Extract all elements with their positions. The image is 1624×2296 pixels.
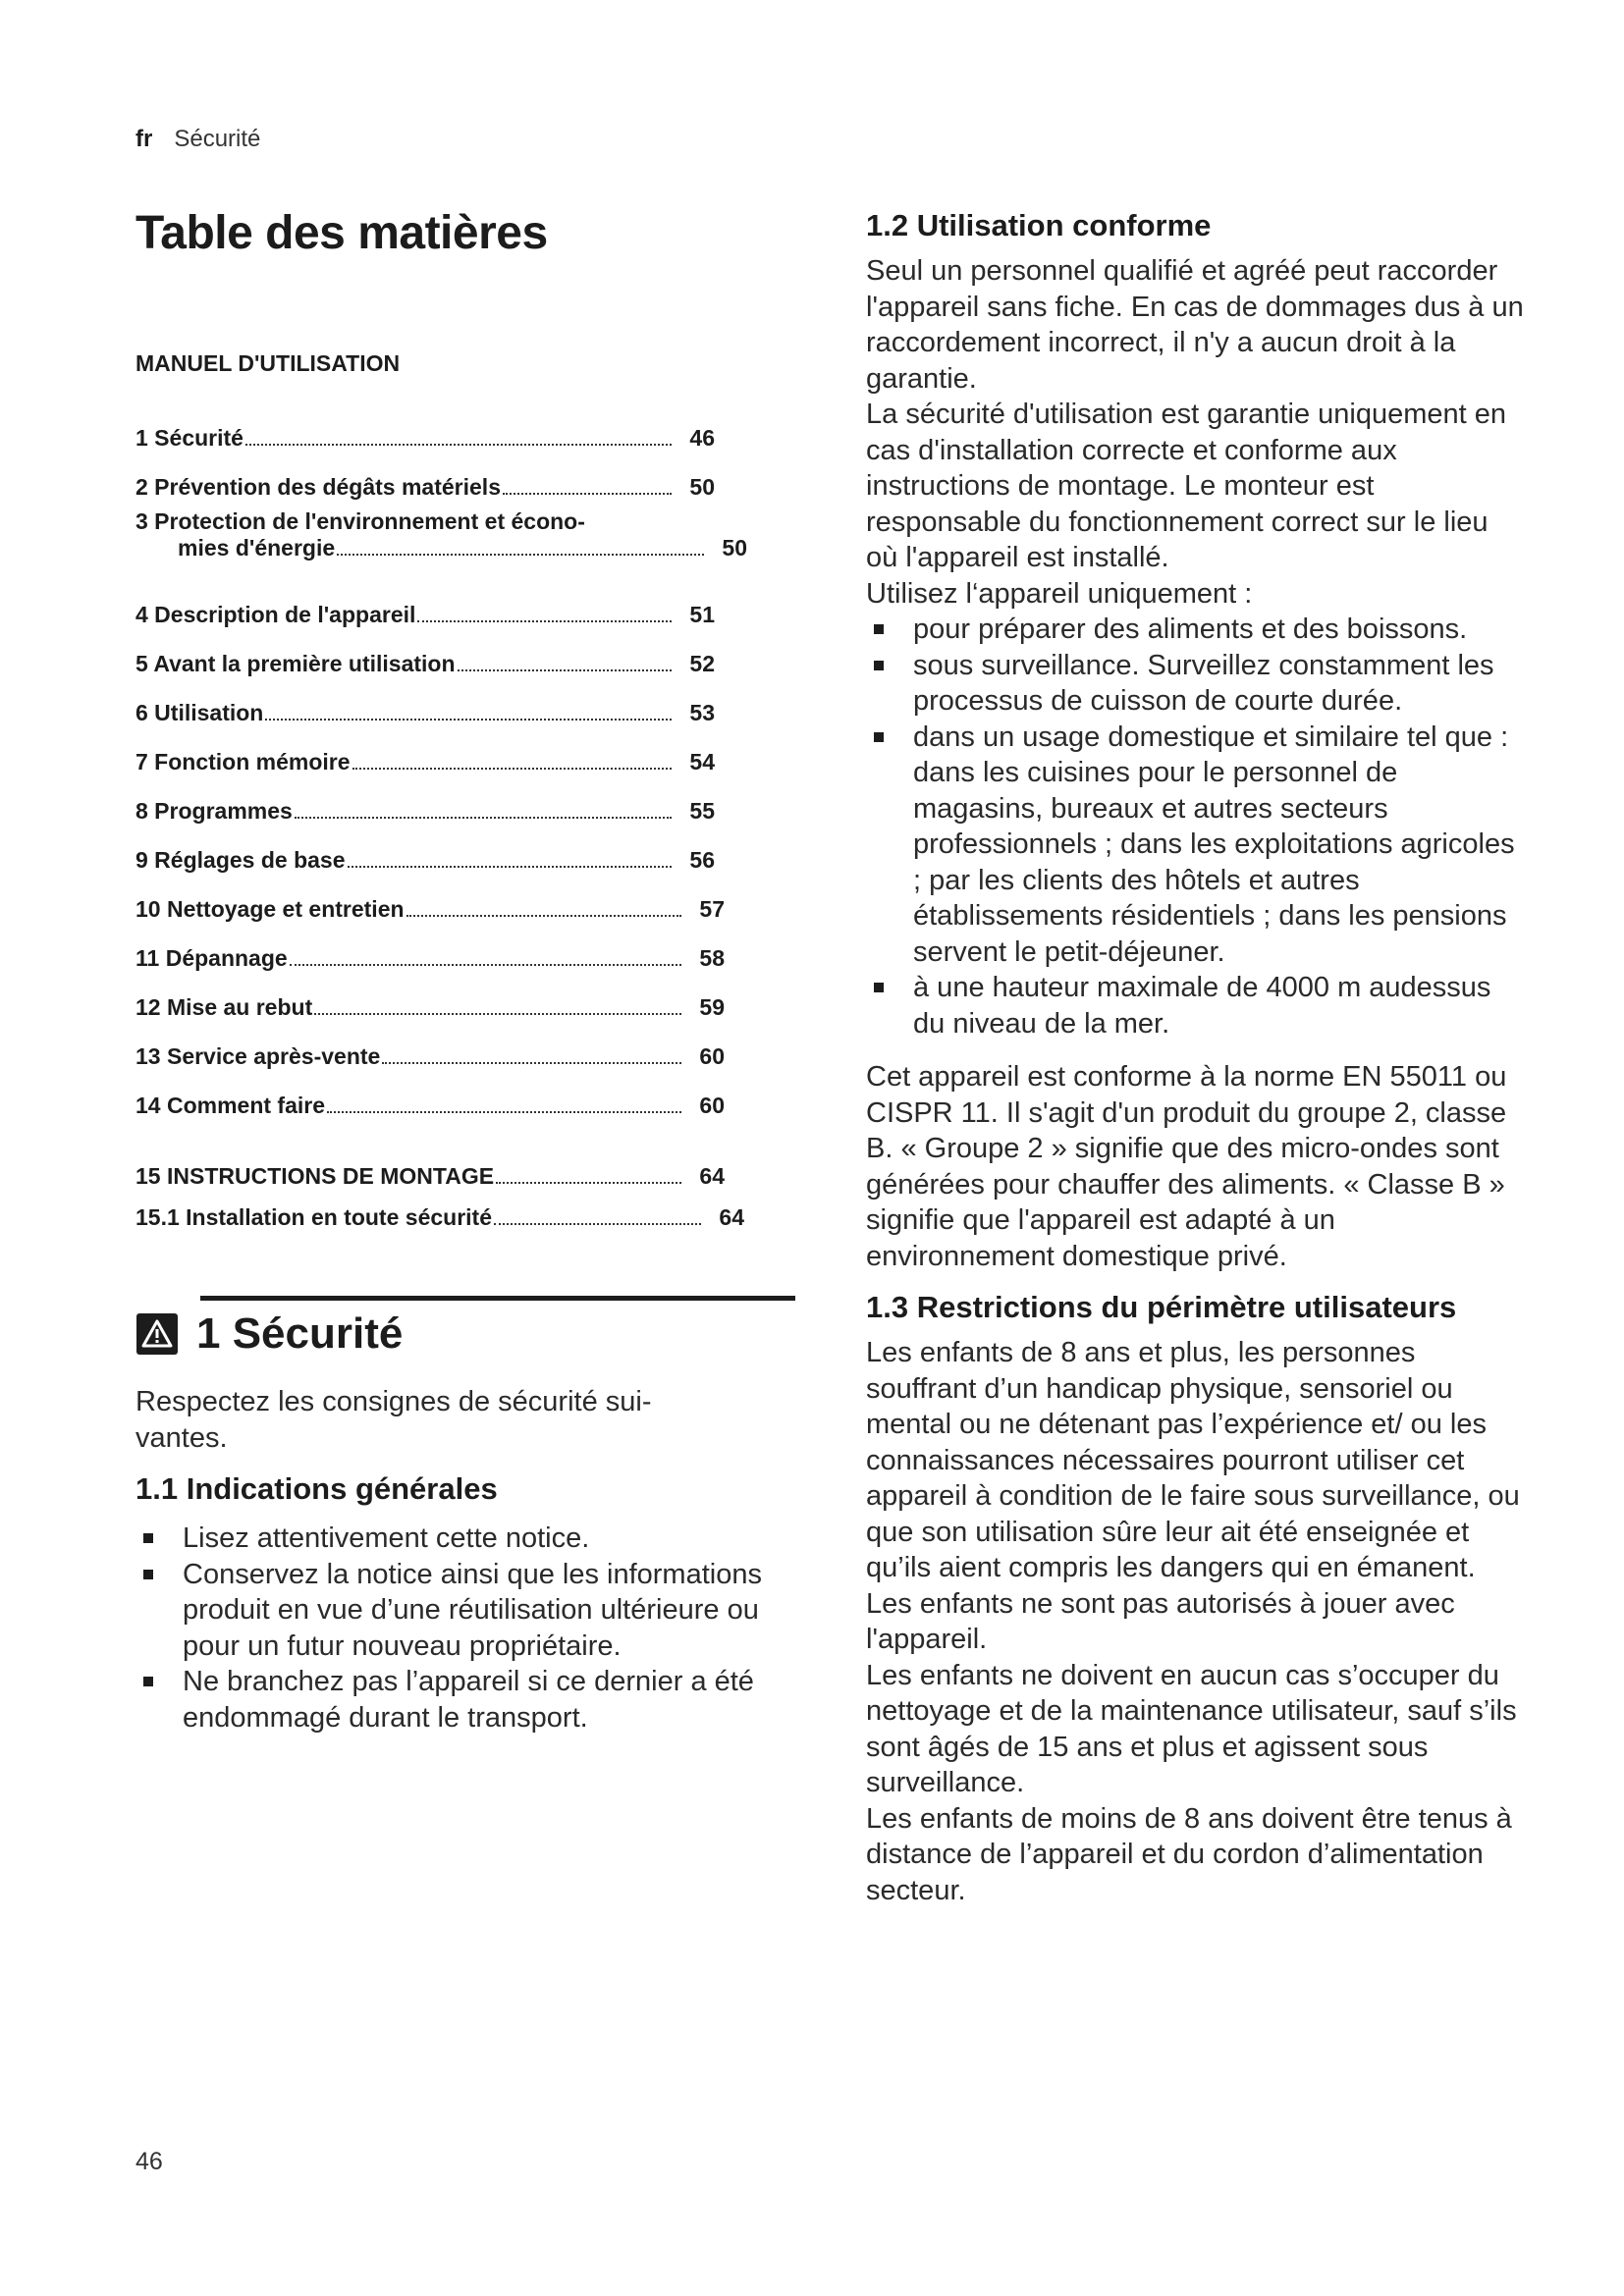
header-section: Sécurité <box>174 126 261 152</box>
toc-entry-page: 57 <box>699 896 725 922</box>
toc-entry[interactable] <box>135 1190 744 1231</box>
list-item: pour préparer des aliments et des boissons. <box>866 612 1524 648</box>
paragraph: La sécurité d'utilisation est garantie uniquement en cas d'installation correcte et conforme aux instructions de montage. Le monteur est responsable du fonctionnement correct sur le lieu où l'appareil est installé. <box>866 399 1507 573</box>
toc-entry-title: 12 Mise au rebut <box>135 994 313 1020</box>
toc-entry-title: 4 Description de l'appareil <box>135 602 416 627</box>
toc-entry-title: 15.1 Installation en toute sécurité <box>135 1204 492 1230</box>
section-1-block <box>135 1296 803 1735</box>
toc-entry-page: 54 <box>689 749 715 774</box>
list-item: sous surveillance. Surveillez constamment les processus de cuisson de courte durée. <box>866 648 1524 720</box>
toc-entry[interactable] <box>135 1148 725 1190</box>
toc-leader <box>382 1062 681 1064</box>
toc-leader <box>458 669 672 671</box>
warning-icon <box>135 1312 179 1356</box>
toc-entry-page: 60 <box>699 1093 725 1118</box>
toc-entry-page: 59 <box>699 994 725 1020</box>
toc-entry-title: 15 INSTRUCTIONS DE MONTAGE <box>135 1163 495 1189</box>
toc-entry-title: 11 Dépannage <box>135 945 288 971</box>
toc-entry[interactable] <box>135 972 725 1021</box>
toc-entry[interactable] <box>135 579 715 628</box>
toc-entry-page: 60 <box>699 1043 725 1069</box>
paragraph: Cet appareil est conforme à la norme EN 55011 ou CISPR 11. Il s'agit d'un produit du groupe 2, classe B. « Groupe 2 » signifie que des micro-ondes sont générées pour chauffer des aliments. « Classe B » signifie que l'appareil est adapté à un environnement domestique privé. <box>866 1061 1507 1272</box>
toc-leader <box>327 1111 681 1113</box>
paragraph: Les enfants ne doivent en aucun cas s’occuper du nettoyage et de la maintenance utilisateur, sauf s’ils sont âgés de 15 ans et plus et agissent sous surveillance. <box>866 1659 1517 1798</box>
toc-leader <box>314 1013 681 1015</box>
toc-entry[interactable] <box>135 452 715 501</box>
toc-leader <box>245 444 672 446</box>
toc-entry-title: 10 Nettoyage et entretien <box>135 896 405 922</box>
section-intro: Respectez les consignes de sécurité sui-vantes. <box>135 1386 652 1454</box>
toc-entry-title: 2 Prévention des dégâts matériels <box>135 474 501 500</box>
list-item: Lisez attentivement cette notice. <box>135 1521 784 1557</box>
language-code: fr <box>135 126 153 152</box>
toc-entry-title: 6 Utilisation <box>135 700 264 725</box>
toc-entry-page: 46 <box>689 425 715 451</box>
subsection-title: 1.2 Utilisation conforme <box>866 208 1212 242</box>
toc-title: Table des matières <box>135 207 548 259</box>
toc-leader <box>417 620 672 622</box>
right-column <box>866 208 1524 1908</box>
subsection-title: 1.1 Indications générales <box>135 1471 498 1506</box>
toc-leader <box>337 554 704 556</box>
paragraph: Les enfants de moins de 8 ans doivent être tenus à distance de l’appareil et du cordon d’alimentation secteur. <box>866 1802 1512 1906</box>
toc-entry-page: 50 <box>689 474 715 500</box>
toc-entry-title: 5 Avant la première utilisation <box>135 651 456 676</box>
toc-entry[interactable] <box>135 1021 725 1070</box>
bullet-list <box>135 1521 784 1735</box>
toc-leader <box>295 817 672 819</box>
toc-entry[interactable] <box>135 1070 725 1119</box>
toc-entry[interactable] <box>135 628 715 677</box>
toc-entry[interactable] <box>135 726 715 775</box>
running-header <box>135 126 260 153</box>
toc-entry[interactable] <box>135 402 715 452</box>
toc-leader <box>265 719 672 721</box>
toc-leader <box>352 768 672 770</box>
subsection-title: 1.3 Restrictions du périmètre utilisateurs <box>866 1290 1457 1324</box>
bullet-list <box>866 612 1524 1041</box>
toc-entry[interactable] <box>135 677 715 726</box>
toc-entry-title: 13 Service après-vente <box>135 1043 381 1069</box>
toc-entry-title: 7 Fonction mémoire <box>135 749 351 774</box>
toc-entry-title: 9 Réglages de base <box>135 847 346 873</box>
toc-manual-label: MANUEL D'UTILISATION <box>135 350 401 376</box>
paragraph: Les enfants de 8 ans et plus, les personnes souffrant d’un handicap physique, sensoriel ou mental ou ne détenant pas l’expérience et/ ou les connaissances nécessaires pourront utiliser cet appareil à condition de le faire sous surveillance, ou que son utilisation sûre leur ait été enseignée et qu’ils aient compris les dangers qui en émanent. <box>866 1337 1520 1583</box>
toc-gap <box>135 1119 803 1148</box>
list-item: Conservez la notice ainsi que les informations produit en vue d’une réutilisation ultérieure ou pour un futur nouveau propriétaire. <box>135 1557 784 1665</box>
toc-entry-page: 55 <box>689 798 715 824</box>
toc-entry-title: 1 Sécurité <box>135 425 244 451</box>
toc-entry-page: 50 <box>722 535 747 561</box>
paragraph: Seul un personnel qualifié et agréé peut raccorder l'appareil sans fiche. En cas de dommages dus à un raccordement incorrect, il n'y a aucun droit à la garantie. <box>866 255 1524 395</box>
section-rule <box>200 1296 795 1301</box>
toc-entry-title: 8 Programmes <box>135 798 293 824</box>
left-column <box>135 206 803 1231</box>
toc-leader <box>503 493 672 495</box>
toc-entry[interactable] <box>135 775 715 825</box>
toc-entry-title: 3 Protection de l'environnement et écono- <box>135 508 585 534</box>
toc-entry[interactable] <box>135 825 715 874</box>
toc-leader <box>494 1223 701 1225</box>
paragraph: Les enfants ne sont pas autorisés à jouer avec l'appareil. <box>866 1587 1455 1655</box>
list-item: dans un usage domestique et similaire tel que : dans les cuisines pour le personnel de magasins, bureaux et autres secteurs professionnels ; dans les exploitations agricoles ; par les clients des hôtels et autres établissements résidentiels ; dans les pensions servent le petit-déjeuner. <box>866 720 1524 971</box>
paragraph: Utilisez l‘appareil uniquement : <box>866 577 1253 610</box>
table-of-contents <box>135 402 803 1231</box>
toc-entry-page: 53 <box>689 700 715 725</box>
toc-entry-title: 14 Comment faire <box>135 1093 326 1118</box>
toc-entry-page: 64 <box>699 1163 725 1189</box>
toc-leader <box>348 866 673 868</box>
section-title: 1 Sécurité <box>196 1309 404 1358</box>
list-item: à une hauteur maximale de 4000 m audessus du niveau de la mer. <box>866 970 1524 1041</box>
toc-entry-page: 51 <box>689 602 715 627</box>
toc-leader <box>496 1182 681 1184</box>
toc-entry[interactable] <box>135 501 747 579</box>
page-number: 46 <box>135 2148 163 2175</box>
toc-entry[interactable] <box>135 923 725 972</box>
toc-entry-page: 56 <box>689 847 715 873</box>
toc-entry-title-continued: mies d'énergie <box>178 535 336 561</box>
toc-entry[interactable] <box>135 874 725 923</box>
toc-entry-page: 52 <box>689 651 715 676</box>
toc-entry-page: 64 <box>719 1204 744 1230</box>
list-item: Ne branchez pas l’appareil si ce dernier a été endommagé durant le transport. <box>135 1664 784 1735</box>
toc-entry-page: 58 <box>699 945 725 971</box>
toc-leader <box>406 915 681 917</box>
toc-leader <box>290 964 681 966</box>
section-heading <box>135 1296 803 1359</box>
